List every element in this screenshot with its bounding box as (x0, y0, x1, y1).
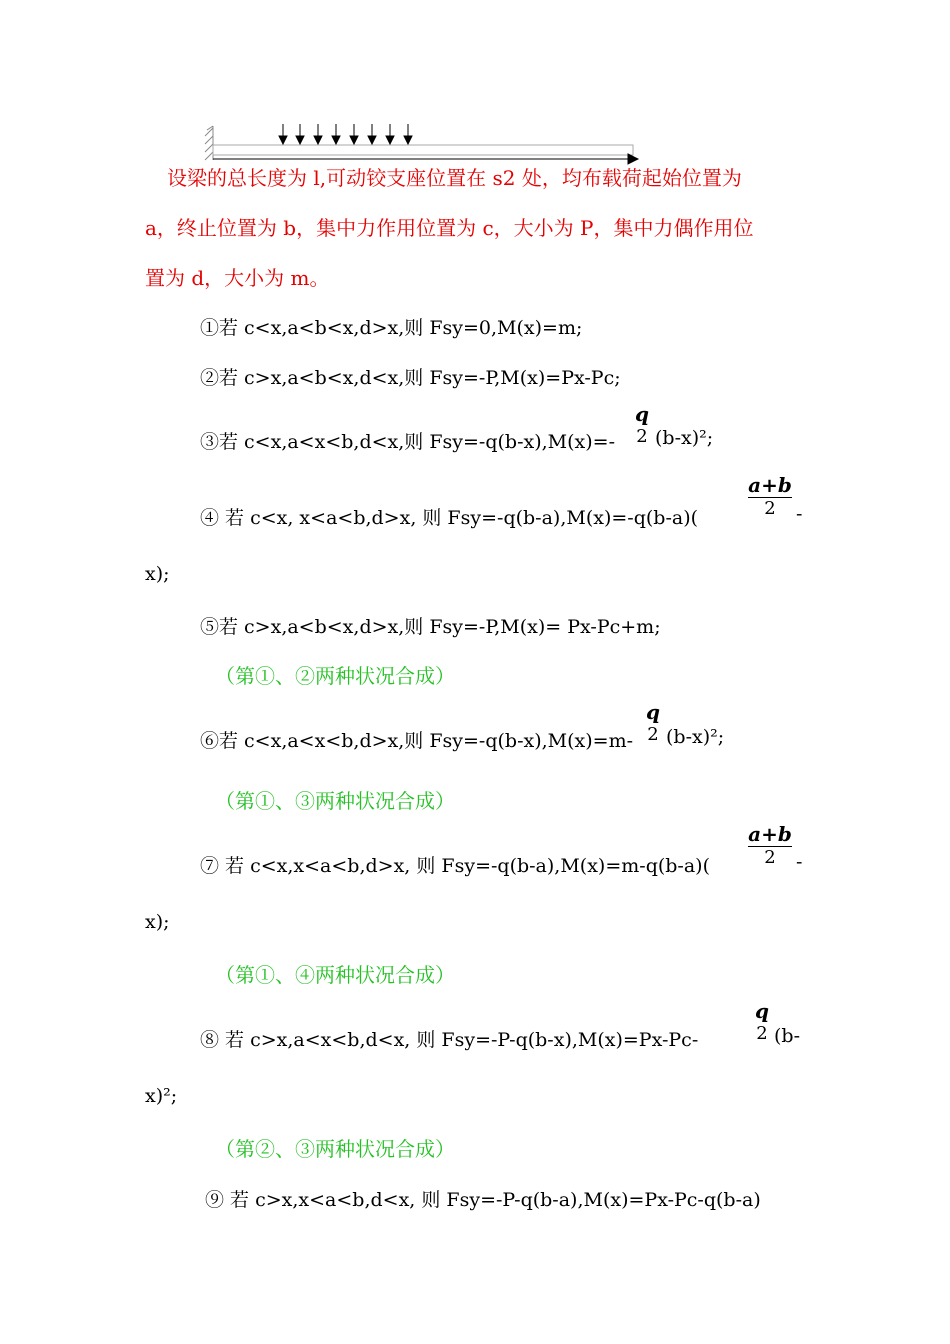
case-9: ⑨ 若 c>x,x<a<b,d<x, 则 Fsy=-P-q(b-a),M(x)=Px-Pc-q(b-a) (205, 1189, 761, 1211)
fraction-q-over-2: q 2 (755, 999, 769, 1044)
case-3-tail: (b-x)²; (655, 427, 714, 449)
note-combo-1-2: （第①、②两种状况合成） (215, 664, 455, 688)
case-5: ⑤若 c>x,a<b<x,d>x,则 Fsy=-P,M(x)= Px-Pc+m; (200, 616, 661, 638)
case-8-tail: x)²; (145, 1085, 178, 1107)
case-4-tail: x); (145, 563, 170, 585)
case-8-paren: (b- (774, 1025, 800, 1047)
case-8-text: ⑧ 若 c>x,a<x<b,d<x, 则 Fsy=-P-q(b-x),M(x)=Px-Pc- (200, 1029, 699, 1051)
case-4-minus: - (796, 503, 803, 525)
case-1: ①若 c<x,a<b<x,d>x,则 Fsy=0,M(x)=m; (200, 317, 583, 339)
case-3-text: ③若 c<x,a<x<b,d<x,则 Fsy=-q(b-x),M(x)=- (200, 431, 615, 453)
case-7-tail: x); (145, 911, 170, 933)
fixed-support (205, 126, 213, 160)
beam (213, 145, 633, 155)
intro-line-1: 设梁的总长度为 l,可动铰支座位置在 s2 处，均布载荷起始位置为 (167, 166, 742, 190)
case-6-tail: (b-x)²; (666, 726, 725, 748)
fraction-a-plus-b-over-2: a+b 2 (748, 473, 792, 519)
intro-line-2: a，终止位置为 b，集中力作用位置为 c，大小为 P，集中力偶作用位 (145, 216, 754, 240)
note-combo-1-3: （第①、③两种状况合成） (215, 789, 455, 813)
case-7-minus: - (796, 851, 803, 873)
distributed-load (279, 124, 412, 144)
fraction-q-over-2: q 2 (646, 700, 660, 745)
fraction-a-plus-b-over-2: a+b 2 (748, 822, 792, 868)
note-combo-2-3: （第②、③两种状况合成） (215, 1137, 455, 1161)
note-combo-1-4: （第①、④两种状况合成） (215, 963, 455, 987)
intro-line-3: 置为 d，大小为 m。 (145, 266, 330, 290)
beam-diagram (195, 118, 645, 168)
case-6-text: ⑥若 c<x,a<x<b,d>x,则 Fsy=-q(b-x),M(x)=m- (200, 730, 634, 752)
case-4-text: ④ 若 c<x, x<a<b,d>x, 则 Fsy=-q(b-a),M(x)=-q(b-a)( (200, 507, 699, 529)
case-7-text: ⑦ 若 c<x,x<a<b,d>x, 则 Fsy=-q(b-a),M(x)=m-q(b-a)( (200, 855, 711, 877)
case-2: ②若 c>x,a<b<x,d<x,则 Fsy=-P,M(x)=Px-Pc; (200, 367, 621, 389)
fraction-q-over-2: q 2 (635, 402, 649, 447)
